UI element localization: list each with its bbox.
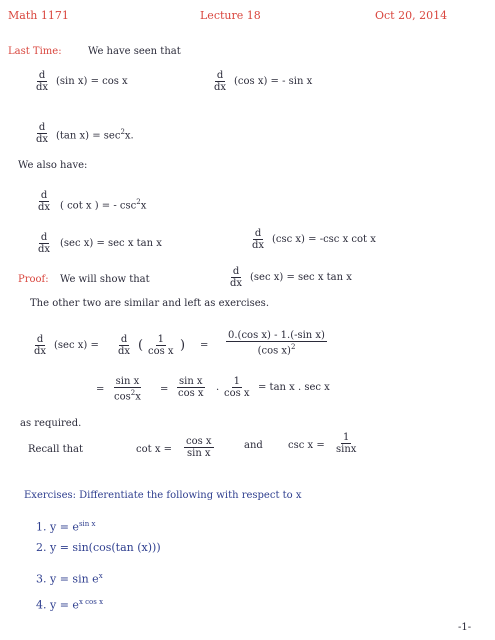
sinx-over-cos2x: $\frac{\text{sin x}}{\cos^2x}$ [114, 376, 141, 403]
equals-sign: = [96, 384, 105, 395]
derivative-operator: $\frac{d}{dx}$ [214, 70, 227, 93]
exercise-item: 2. y = sin(cos(tan (x))) [36, 541, 161, 554]
rule-csc: (csc x) = -csc x cot x [272, 234, 376, 245]
exercise-item: 1. $y = e^{sin x}$ [36, 520, 96, 534]
open-paren: ( [138, 338, 144, 353]
derivative-operator: $\frac{d}{dx}$ [36, 70, 49, 93]
equals-sign: = [200, 340, 209, 351]
csc-definition-lhs: csc x = [288, 440, 325, 451]
sinx-over-cosx: $\frac{\text{sin x}}{\text{cos x}}$ [178, 376, 204, 399]
exercise-item: 3. $y = \sin e^x$ [36, 572, 103, 586]
last-time-text: We have seen that [88, 46, 181, 57]
quotient-rule-result: $\frac{\text{0.(cos x) - 1.(-sin x)}}{(\cos x)^2}$ [228, 330, 325, 357]
page-number: -1- [458, 622, 472, 633]
derivative-operator: $\frac{d}{dx}$ [38, 232, 51, 255]
course-title: Math 1171 [8, 9, 69, 22]
lecture-title: Lecture 18 [200, 9, 261, 22]
rule-cot: ( cot x ) = - $\csc^2x$ [60, 198, 147, 212]
rule-sec: (sec x) = sec x tan x [60, 238, 162, 249]
last-time-label: Last Time: [8, 46, 62, 57]
derivative-operator: $\frac{d}{dx}$ [34, 334, 47, 357]
step1-lhs: (sec x) = [54, 340, 99, 351]
reciprocal-cos: $\frac{1}{\text{cos x}}$ [148, 334, 174, 357]
derivative-operator: $\frac{d}{dx}$ [252, 228, 265, 251]
proof-line2: The other two are similar and left as exercises. [30, 298, 269, 309]
cot-fraction: $\frac{\text{cos x}}{\text{sin x}}$ [186, 436, 212, 459]
rule-tan: (tan $x) = \sec^2x$. [56, 128, 134, 142]
derivative-operator: $\frac{d}{dx}$ [38, 190, 51, 213]
one-over-cosx: $\frac{1}{\text{cos x}}$ [224, 376, 250, 399]
lecture-date: Oct 20, 2014 [375, 9, 448, 22]
derivative-operator: $\frac{d}{dx}$ [118, 334, 131, 357]
equals-sign: = [160, 384, 169, 395]
cot-definition-lhs: cot x = [136, 444, 173, 455]
exercises-title: Exercises: Differentiate the following with respect to x [24, 490, 302, 501]
and-word: and [244, 440, 263, 451]
proof-statement: (sec x) = sec x tan x [250, 272, 352, 283]
recall-label: Recall that [28, 444, 84, 455]
csc-fraction: $\frac{1}{\sin x}$ [336, 432, 357, 455]
step2-result: = tan x . sec x [258, 382, 330, 393]
rule-cos: (cos x) = - sin x [234, 76, 313, 87]
as-required: as required. [20, 418, 82, 429]
also-text: We also have: [18, 160, 88, 171]
close-paren: ) [180, 338, 186, 353]
rule-sin: (sin x) = cos x [56, 76, 128, 87]
derivative-operator: $\frac{d}{dx}$ [230, 266, 243, 289]
proof-label: Proof: [18, 274, 49, 285]
derivative-operator: $\frac{d}{dx}$ [36, 122, 49, 145]
proof-text: We will show that [60, 274, 150, 285]
exercise-item: 4. $y = e^{x cos x}$ [36, 598, 104, 612]
multiply-dot: . [216, 382, 220, 393]
